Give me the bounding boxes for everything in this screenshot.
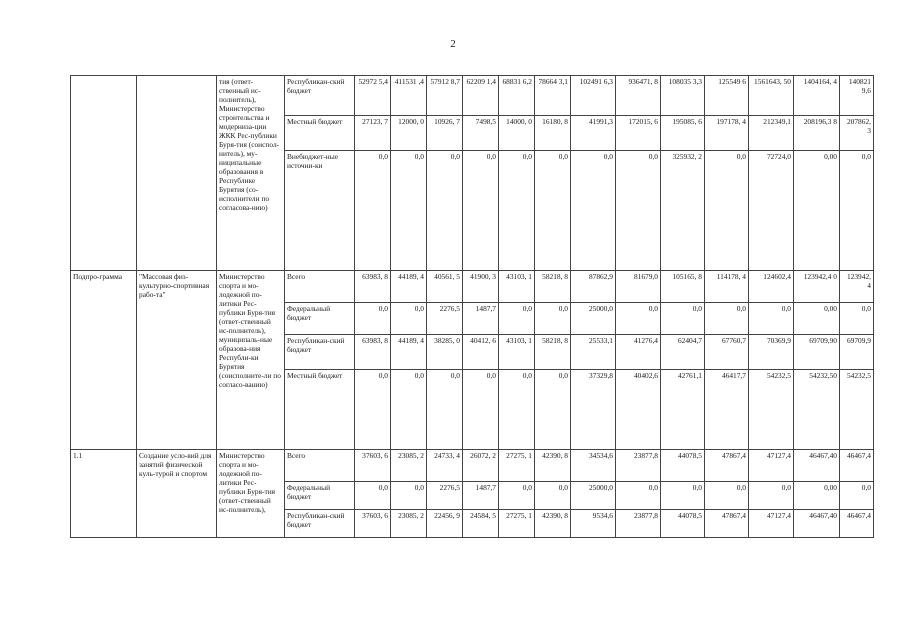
value-cell: 0,0 — [463, 151, 499, 271]
funding-source: Республикан-ский бюджет — [285, 76, 355, 116]
value-cell: 0,0 — [749, 303, 794, 335]
value-cell: 0,0 — [840, 482, 874, 510]
value-cell: 62209 1,4 — [463, 76, 499, 116]
funding-source: Республикан-ский бюджет — [285, 335, 355, 370]
value-cell: 40412, 6 — [463, 335, 499, 370]
row-executor: Министерство спорта и мо-лодежной по-литики Рес-публики Буря-тия (ответ-ственный ис-полнитель), — [217, 450, 285, 538]
value-cell: 114178, 4 — [705, 271, 749, 303]
value-cell: 24584, 5 — [463, 510, 499, 538]
value-cell: 87862,9 — [571, 271, 616, 303]
value-cell: 123942,4 0 — [794, 271, 840, 303]
value-cell: 70369,9 — [749, 335, 794, 370]
value-cell: 0,0 — [499, 370, 535, 450]
value-cell: 25000,0 — [571, 303, 616, 335]
value-cell: 46467,40 — [794, 510, 840, 538]
value-cell: 47127,4 — [749, 450, 794, 482]
value-cell: 208196,3 8 — [794, 116, 840, 151]
value-cell: 52972 5,4 — [355, 76, 391, 116]
value-cell: 0,0 — [535, 151, 571, 271]
value-cell: 44189, 4 — [391, 335, 427, 370]
value-cell: 125549 6 — [705, 76, 749, 116]
value-cell: 34534,6 — [571, 450, 616, 482]
value-cell: 58218, 8 — [535, 271, 571, 303]
value-cell: 46467,40 — [794, 450, 840, 482]
value-cell: 0,0 — [705, 151, 749, 271]
value-cell: 47867,4 — [705, 450, 749, 482]
funding-source: Местный бюджет — [285, 370, 355, 450]
value-cell: 44078,5 — [661, 450, 705, 482]
funding-source: Федеральный бюджет — [285, 303, 355, 335]
value-cell: 0,0 — [427, 370, 463, 450]
value-cell: 44189, 4 — [391, 271, 427, 303]
value-cell: 42761,1 — [661, 370, 705, 450]
value-cell: 212349,1 — [749, 116, 794, 151]
value-cell: 123942, 4 — [840, 271, 874, 303]
value-cell: 23085, 2 — [391, 510, 427, 538]
value-cell: 0,0 — [749, 482, 794, 510]
value-cell: 81679,0 — [616, 271, 661, 303]
value-cell: 54232,50 — [794, 370, 840, 450]
value-cell: 1404164, 4 — [794, 76, 840, 116]
value-cell: 38285, 0 — [427, 335, 463, 370]
value-cell: 2276,5 — [427, 482, 463, 510]
value-cell: 108035 3,3 — [661, 76, 705, 116]
value-cell: 0,0 — [355, 370, 391, 450]
value-cell: 14000, 0 — [499, 116, 535, 151]
value-cell: 42390, 8 — [535, 510, 571, 538]
value-cell: 27275, 1 — [499, 510, 535, 538]
value-cell: 58218, 8 — [535, 335, 571, 370]
value-cell: 47127,4 — [749, 510, 794, 538]
value-cell: 68831 6,2 — [499, 76, 535, 116]
row-title: "Массовая физ-культурно-спортивная рабо-та" — [137, 271, 217, 450]
value-cell: 0,0 — [391, 482, 427, 510]
value-cell: 0,0 — [571, 151, 616, 271]
value-cell: 23085, 2 — [391, 450, 427, 482]
value-cell: 1561643, 50 — [749, 76, 794, 116]
value-cell: 27123, 7 — [355, 116, 391, 151]
value-cell: 40402,6 — [616, 370, 661, 450]
value-cell: 207862, 3 — [840, 116, 874, 151]
value-cell: 46467,4 — [840, 510, 874, 538]
value-cell: 57912 8,7 — [427, 76, 463, 116]
value-cell: 0,0 — [840, 151, 874, 271]
value-cell: 0,0 — [535, 482, 571, 510]
value-cell: 0,0 — [499, 482, 535, 510]
value-cell: 0,0 — [616, 303, 661, 335]
funding-source: Местный бюджет — [285, 116, 355, 151]
funding-source: Внебюджет-ные источни-ки — [285, 151, 355, 271]
value-cell: 7498,5 — [463, 116, 499, 151]
funding-source: Республикан-ский бюджет — [285, 510, 355, 538]
table-row — [71, 76, 874, 116]
budget-table — [70, 75, 874, 538]
value-cell: 1487,7 — [463, 303, 499, 335]
value-cell: 72724,0 — [749, 151, 794, 271]
page-number: 2 — [450, 38, 456, 50]
value-cell: 22456, 9 — [427, 510, 463, 538]
value-cell: 41900, 3 — [463, 271, 499, 303]
row-title — [137, 76, 217, 271]
value-cell: 1487,7 — [463, 482, 499, 510]
value-cell: 105165, 8 — [661, 271, 705, 303]
value-cell: 24733, 4 — [427, 450, 463, 482]
value-cell: 16180, 8 — [535, 116, 571, 151]
row-code: 1.1 — [71, 450, 137, 538]
table-row — [71, 271, 874, 303]
row-executor: тия (ответ-ственный ис-полнитель), Министерство строительства и модерниза-ции ЖКК Рес-публики Буря-тия (соиспол-нитель), му-ниципальные образования в Республике Бурятия (со-исполнители по согласова-нию) — [217, 76, 285, 271]
funding-source: Всего — [285, 271, 355, 303]
value-cell: 0,0 — [391, 151, 427, 271]
value-cell: 46417,7 — [705, 370, 749, 450]
value-cell: 0,00 — [794, 303, 840, 335]
value-cell: 0,0 — [616, 482, 661, 510]
value-cell: 325932, 2 — [661, 151, 705, 271]
value-cell: 26072, 2 — [463, 450, 499, 482]
value-cell: 197178, 4 — [705, 116, 749, 151]
row-code — [71, 76, 137, 271]
value-cell: 0,00 — [794, 151, 840, 271]
value-cell: 0,0 — [705, 482, 749, 510]
value-cell: 12000, 0 — [391, 116, 427, 151]
funding-source: Всего — [285, 450, 355, 482]
value-cell: 54232,5 — [749, 370, 794, 450]
value-cell: 27275, 1 — [499, 450, 535, 482]
value-cell: 0,0 — [463, 370, 499, 450]
value-cell: 0,00 — [794, 482, 840, 510]
value-cell: 195085, 6 — [661, 116, 705, 151]
value-cell: 172015, 6 — [616, 116, 661, 151]
value-cell: 37329,8 — [571, 370, 616, 450]
funding-source: Федеральный бюджет — [285, 482, 355, 510]
value-cell: 47867,4 — [705, 510, 749, 538]
value-cell: 0,0 — [499, 303, 535, 335]
value-cell: 46467,4 — [840, 450, 874, 482]
value-cell: 124602,4 — [749, 271, 794, 303]
value-cell: 0,0 — [355, 151, 391, 271]
value-cell: 25000,0 — [571, 482, 616, 510]
value-cell: 62404,7 — [661, 335, 705, 370]
value-cell: 25533,1 — [571, 335, 616, 370]
value-cell: 63983, 8 — [355, 271, 391, 303]
value-cell: 54232,5 — [840, 370, 874, 450]
value-cell: 0,0 — [705, 303, 749, 335]
value-cell: 140821 9,6 — [840, 76, 874, 116]
value-cell: 78664 3,1 — [535, 76, 571, 116]
value-cell: 37603, 6 — [355, 510, 391, 538]
value-cell: 42390, 8 — [535, 450, 571, 482]
value-cell: 0,0 — [355, 482, 391, 510]
value-cell: 69709,9 — [840, 335, 874, 370]
value-cell: 0,0 — [661, 303, 705, 335]
value-cell: 69709,90 — [794, 335, 840, 370]
value-cell: 0,0 — [840, 303, 874, 335]
value-cell: 9534,6 — [571, 510, 616, 538]
value-cell: 0,0 — [616, 151, 661, 271]
value-cell: 10926, 7 — [427, 116, 463, 151]
value-cell: 936471, 8 — [616, 76, 661, 116]
value-cell: 40561, 5 — [427, 271, 463, 303]
value-cell: 411531 ,4 — [391, 76, 427, 116]
value-cell: 43103, 1 — [499, 335, 535, 370]
row-executor: Министерство спорта и мо-лодежной по-литики Рес-публики Буря-тия (ответ-ственный ис-полнитель), муниципаль-ные образова-ния Республи-ки Бурятия (соисполните-ли по согласо-ванию) — [217, 271, 285, 450]
value-cell: 37603, 6 — [355, 450, 391, 482]
value-cell: 44078,5 — [661, 510, 705, 538]
value-cell: 67760,7 — [705, 335, 749, 370]
value-cell: 0,0 — [391, 370, 427, 450]
value-cell: 102491 6,3 — [571, 76, 616, 116]
value-cell: 2276,5 — [427, 303, 463, 335]
value-cell: 0,0 — [499, 151, 535, 271]
row-title: Создание усло-вий для занятий физической куль-турой и спортом — [137, 450, 217, 538]
value-cell: 23877,8 — [616, 510, 661, 538]
value-cell: 23877,8 — [616, 450, 661, 482]
value-cell: 0,0 — [355, 303, 391, 335]
value-cell: 0,0 — [391, 303, 427, 335]
value-cell: 0,0 — [661, 482, 705, 510]
value-cell: 63983, 8 — [355, 335, 391, 370]
value-cell: 0,0 — [535, 370, 571, 450]
value-cell: 41991,3 — [571, 116, 616, 151]
value-cell: 0,0 — [535, 303, 571, 335]
value-cell: 41276,4 — [616, 335, 661, 370]
row-code: Подпро-грамма — [71, 271, 137, 450]
table-row — [71, 450, 874, 482]
value-cell: 0,0 — [427, 151, 463, 271]
value-cell: 43103, 1 — [499, 271, 535, 303]
